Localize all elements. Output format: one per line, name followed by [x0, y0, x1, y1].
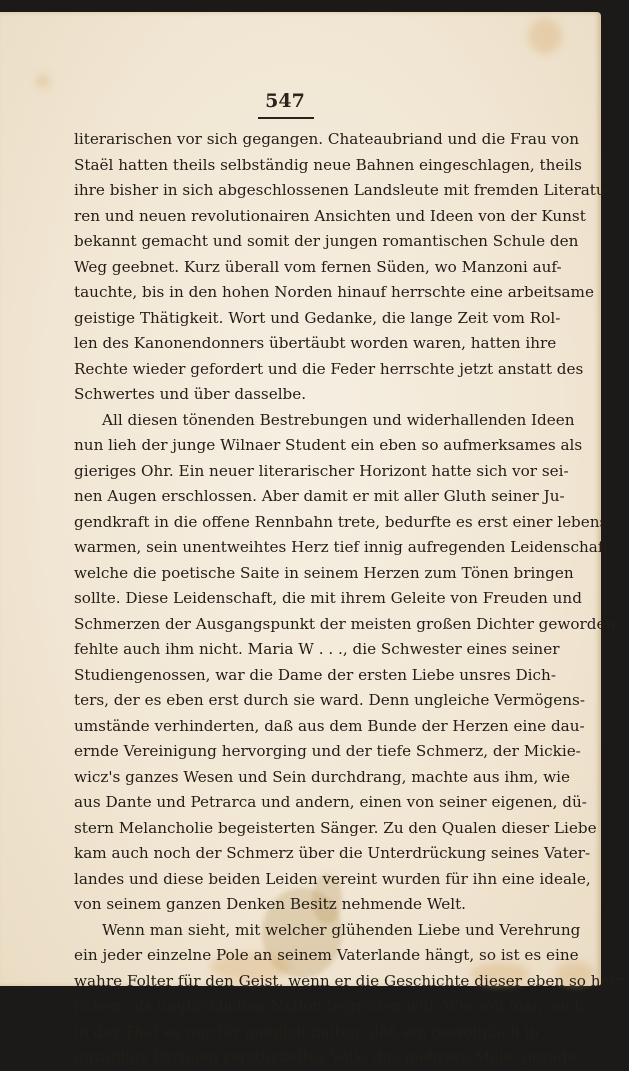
- foxing-stain: [528, 18, 562, 54]
- text-line: ters, der es eben erst durch sie ward. Denn ungleiche Vermögens-: [74, 691, 585, 709]
- text-line: Studiengenossen, war die Dame der ersten Liebe unsres Dich-: [74, 665, 556, 684]
- text-line: in der That es nur für möglich halten, daß ein gewöhnlich in: [74, 1022, 540, 1041]
- text-line: tauchte, bis in den hohen Norden hinauf herrschte eine arbeitsame: [74, 283, 594, 301]
- text-line: lichen, als unglücklichen Nation begreifen will. Wie soll man auch: [74, 997, 584, 1015]
- text-line: wahre Folter für den Geist, wenn er die Geschichte dieser eben so herr-: [74, 971, 629, 990]
- text-line: Schmerzen der Ausgangspunkt der meisten großen Dichter geworden,: [74, 614, 621, 633]
- text-line: Staël hatten theils selbständig neue Bahnen eingeschlagen, theils: [74, 155, 582, 174]
- body-text: [74, 127, 629, 1071]
- text-line: stern Melancholie begeisterten Sänger. Zu den Qualen dieser Liebe: [74, 818, 597, 837]
- text-line: fehlte auch ihm nicht. Maria W . . ., die Schwester eines seiner: [74, 640, 560, 658]
- text-line: von seinem ganzen Denken Besitz nehmende Welt.: [74, 895, 467, 913]
- text-line: literarischen vor sich gegangen. Chateaubriand und die Frau von: [74, 130, 579, 148]
- text-line: welche die poetische Saite in seinem Herzen zum Tönen bringen: [74, 563, 574, 582]
- paragraph: [74, 918, 629, 1071]
- text-line: ein jeder einzelne Pole an seinem Vaterlande hängt, so ist es eine: [74, 946, 579, 964]
- text-line: ren und neuen revolutionairen Ansichten und Ideen von der Kunst: [74, 206, 586, 225]
- text-line: kam auch noch der Schmerz über die Unterdrückung seines Vater-: [74, 844, 591, 862]
- text-line: All diesen tönenden Bestrebungen und widerhallenden Ideen: [102, 410, 575, 429]
- text-line: sollte. Diese Leidenschaft, die mit ihrem Geleite von Freuden und: [74, 589, 582, 607]
- text-line: nun lieh der junge Wilnaer Student ein eben so aufmerksames als: [74, 436, 583, 454]
- text-line: landes und diese beiden Leiden vereint wurden für ihn eine ideale,: [74, 869, 591, 888]
- text-line: geistige Thätigkeit. Wort und Gedanke, die lange Zeit vom Rol-: [74, 308, 561, 327]
- text-line: Rechte wieder gefordert und die Feder herrschte jetzt anstatt des: [74, 359, 584, 378]
- paragraph: [74, 127, 611, 408]
- text-line: Weg geebnet. Kurz überall vom fernen Süden, wo Manzoni auf-: [74, 257, 562, 276]
- page-number: 547: [265, 90, 305, 112]
- text-line: gieriges Ohr. Ein neuer literarischer Horizont hatte sich vor sei-: [74, 461, 569, 480]
- paragraph: [74, 408, 621, 918]
- text-line: warmen, sein unentweihtes Herz tief innig aufregenden Leidenschaft,: [74, 538, 615, 556]
- text-line: bekannt gemacht und somit der jungen romantischen Schule den: [74, 232, 579, 250]
- text-line: ihre bisher in sich abgeschlossenen Landsleute mit fremden Literatu-: [74, 181, 611, 199]
- text-line: aus Dante und Petrarca und andern, einen von seiner eigenen, dü-: [74, 793, 587, 811]
- page-number-rule: [258, 117, 314, 119]
- text-line: ernde Vereinigung hervorging und der tiefe Schmerz, der Mickie-: [74, 742, 581, 760]
- foxing-stain: [36, 74, 50, 88]
- text-line: len des Kanonendonners übertäubt worden waren, hatten ihre: [74, 334, 557, 352]
- text-line: unzählige Parteien zerstückeltes Volk, das mehrere Male, gerade: [74, 1048, 577, 1066]
- text-line: Wenn man sieht, mit welcher glühenden Liebe und Verehrung: [102, 920, 581, 939]
- text-line: wicz's ganzes Wesen und Sein durchdrang, machte aus ihm, wie: [74, 767, 570, 786]
- text-line: gendkraft in die offene Rennbahn trete, bedurfte es erst einer lebens-: [74, 512, 613, 531]
- text-line: umstände verhinderten, daß aus dem Bunde der Herzen eine dau-: [74, 716, 585, 735]
- text-line: nen Augen erschlossen. Aber damit er mit aller Gluth seiner Ju-: [74, 487, 565, 505]
- text-line: Schwertes und über dasselbe.: [74, 385, 307, 403]
